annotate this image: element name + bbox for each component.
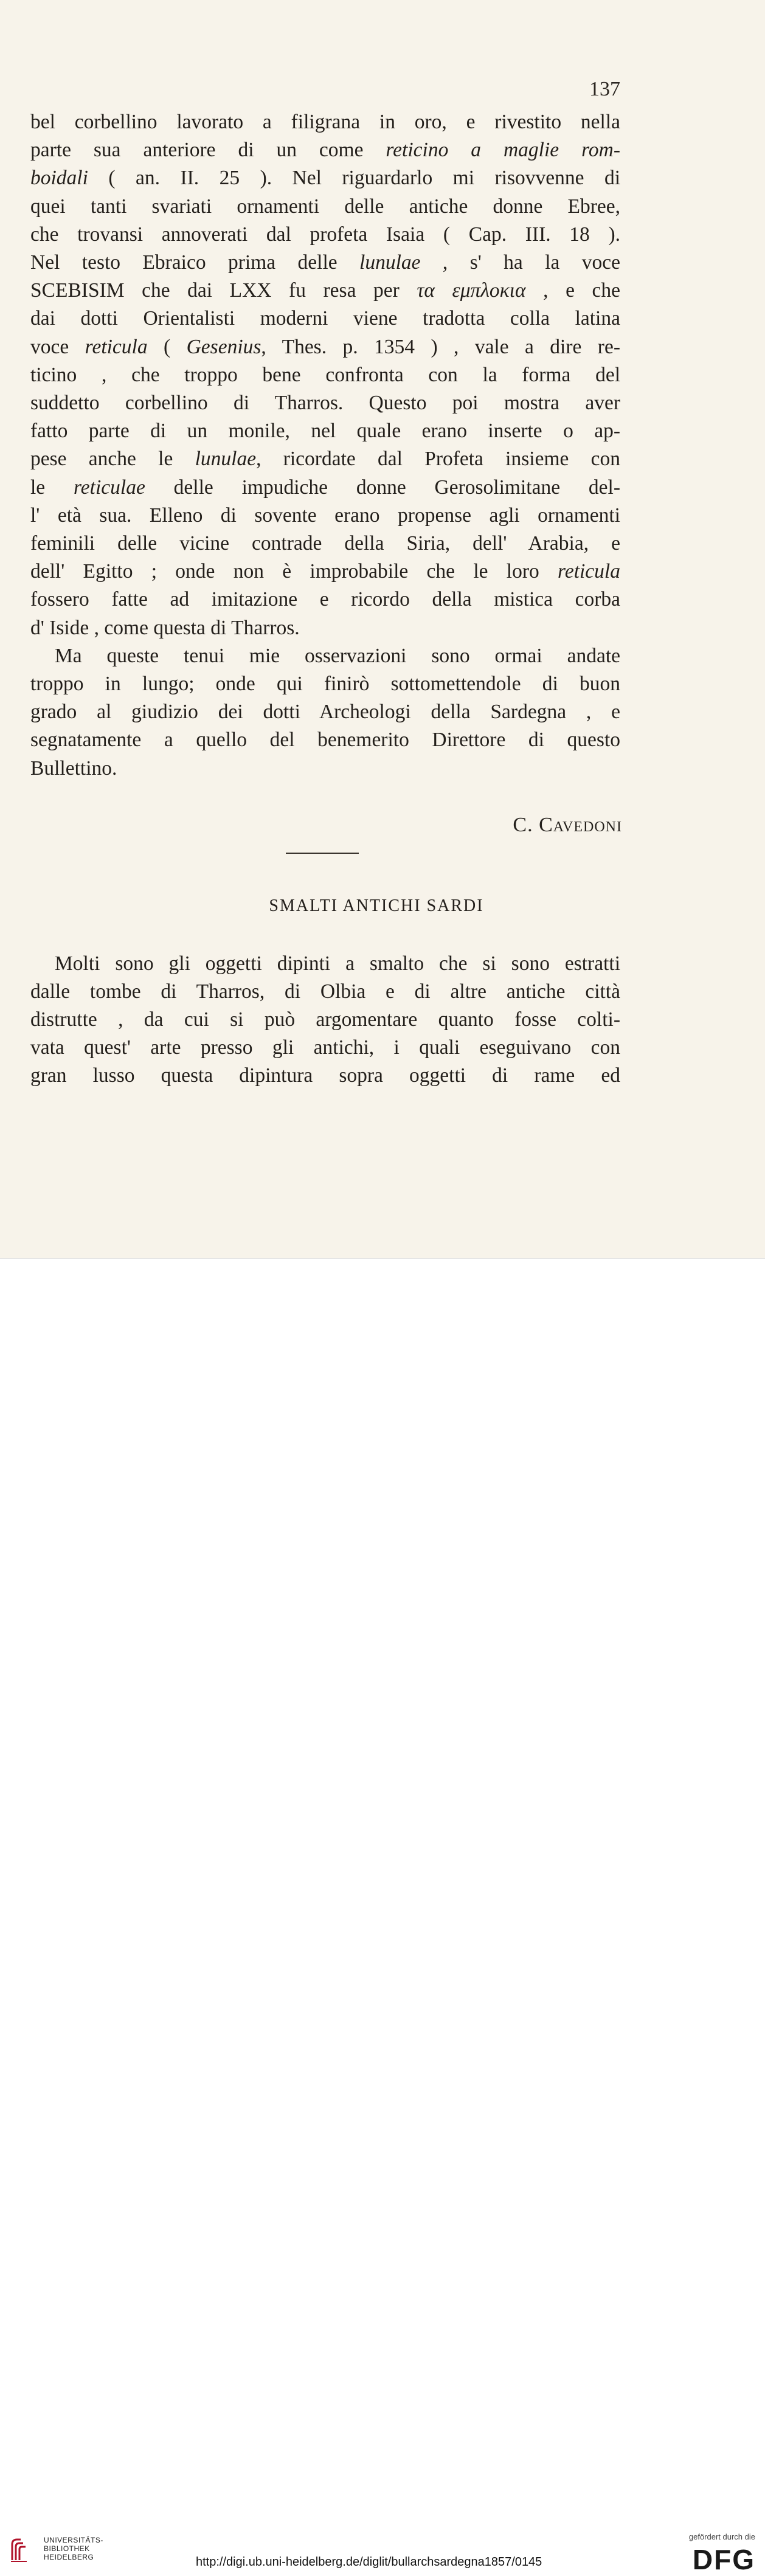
text-line [30, 474, 620, 502]
text-run: grado al giudizio dei dotti Archeologi della Sardegna , e [30, 701, 620, 724]
scanned-page [0, 0, 765, 1258]
text-line [30, 108, 620, 136]
text-run: ticino , che troppo bene confronta con la forma del [30, 363, 620, 386]
italic-text: boidali [30, 167, 88, 190]
text-run: d' Iside , come questa di Tharros. [30, 616, 300, 639]
text-run: Bullettino. [30, 757, 117, 780]
text-run: voce [30, 335, 85, 358]
text-run: parte sua anteriore di un come [30, 139, 386, 162]
text-line [30, 389, 620, 417]
text-run: bel corbellino lavorato a filigrana in oro, e rivestito nella [30, 111, 620, 133]
text-run: SCEBISIM che dai LXX fu resa per [30, 279, 417, 302]
text-run: fatto parte di un monile, nel quale erano inserte o ap- [30, 420, 620, 443]
page-number: 137 [589, 78, 620, 100]
text-run: le [30, 476, 74, 499]
text-run: fossero fatte ad imitazione e ricordo della mistica corba [30, 588, 620, 611]
italic-text: reticulae [74, 476, 145, 499]
text-run: l' età sua. Elleno di sovente erano propense agli ornamenti [30, 504, 620, 527]
italic-text: lunulae [359, 251, 421, 274]
text-run: pese anche le [30, 448, 195, 471]
text-run: Ma queste tenui mie osservazioni sono ormai andate [55, 644, 620, 667]
text-run: troppo in lungo; onde qui finirò sottomettendole di buon [30, 673, 620, 696]
italic-text: Gesenius [186, 335, 261, 358]
section-title-text: SMALTI ANTICHI SARDI [269, 896, 484, 915]
text-line [30, 361, 620, 389]
text-line [30, 193, 620, 221]
text-run: dai dotti Orientalisti moderni viene tradotta colla latina [30, 307, 620, 330]
section-title [0, 896, 765, 916]
institution-line: BIBLIOTHEK [44, 2544, 90, 2553]
text-line [30, 333, 620, 361]
text-line [30, 1034, 620, 1062]
text-line [30, 277, 620, 305]
text-run: distrutte , da cui si può argomentare quanto fosse colti- [30, 1008, 620, 1031]
text-line [30, 558, 620, 586]
institution-line: UNIVERSITÄTS- [44, 2536, 103, 2544]
section-body-text [30, 950, 620, 1090]
text-run: segnatamente a quello del benemerito Direttore di questo [30, 729, 620, 752]
text-line [30, 1062, 620, 1090]
text-run: ( an. II. 25 ). Nel riguardarlo mi risovvenne di [88, 167, 620, 190]
author-signature: C. Cavedoni [513, 814, 622, 836]
text-run: feminili delle vicine contrade della Siria, dell' Arabia, e [30, 532, 620, 555]
university-seal-icon [9, 2536, 39, 2564]
text-line [30, 417, 620, 445]
italic-text: lunulae [195, 448, 257, 471]
text-line [30, 445, 620, 473]
text-line [30, 978, 620, 1006]
footer-bar [0, 1258, 765, 2575]
text-line [30, 586, 620, 614]
dfg-logo: DFG [692, 2544, 755, 2575]
text-run: , e che [525, 279, 621, 302]
text-run: che trovansi annoverati dal profeta Isaia ( Cap. III. 18 ). [30, 223, 620, 246]
text-line [30, 726, 620, 754]
text-run: delle impudiche donne Gerosolimitane del- [145, 476, 620, 499]
text-run: quei tanti svariati ornamenti delle antiche donne Ebree, [30, 195, 620, 218]
text-run: dalle tombe di Tharros, di Olbia e di altre antiche città [30, 980, 620, 1003]
text-run: Molti sono gli oggetti dipinti a smalto che si sono estratti [55, 952, 620, 975]
text-run: , s' ha la voce [420, 251, 621, 274]
text-run: gran lusso questa dipintura sopra oggetti di rame ed [30, 1064, 620, 1087]
institution-line: HEIDELBERG [44, 2553, 94, 2561]
text-line [30, 221, 620, 249]
italic-text: reticula [558, 560, 620, 583]
italic-text: reticula [85, 335, 148, 358]
funded-by-label: gefördert durch die [688, 2532, 755, 2541]
text-line [30, 614, 620, 642]
body-text [30, 108, 620, 783]
section-divider [286, 853, 359, 854]
text-line [30, 502, 620, 530]
text-line [30, 642, 620, 670]
text-run: Nel testo Ebraico prima delle [30, 251, 360, 274]
text-line [30, 698, 620, 726]
text-run: , ricordate dal Profeta insieme con [256, 448, 621, 471]
italic-text: reticino a maglie rom- [386, 139, 620, 162]
text-run: suddetto corbellino di Tharros. Questo poi mostra aver [30, 392, 620, 415]
text-run: ( [147, 335, 187, 358]
text-run: vata quest' arte presso gli antichi, i quali eseguivano con [30, 1036, 620, 1059]
text-run: , Thes. p. 1354 ) , vale a dire re- [261, 335, 620, 358]
text-line [30, 530, 620, 558]
text-line [30, 136, 620, 164]
text-run: dell' Egitto ; onde non è improbabile che le loro [30, 560, 558, 583]
text-line [30, 164, 620, 192]
text-line [30, 670, 620, 698]
text-line [30, 1006, 620, 1034]
text-line [30, 249, 620, 277]
text-line [30, 755, 620, 783]
italic-text: τα εμπλοκια [417, 279, 526, 302]
text-line [30, 305, 620, 333]
institution-name [44, 2536, 103, 2561]
permalink[interactable]: http://digi.ub.uni-heidelberg.de/diglit/bullarchsardegna1857/0145 [196, 2555, 542, 2569]
text-line [30, 950, 620, 978]
